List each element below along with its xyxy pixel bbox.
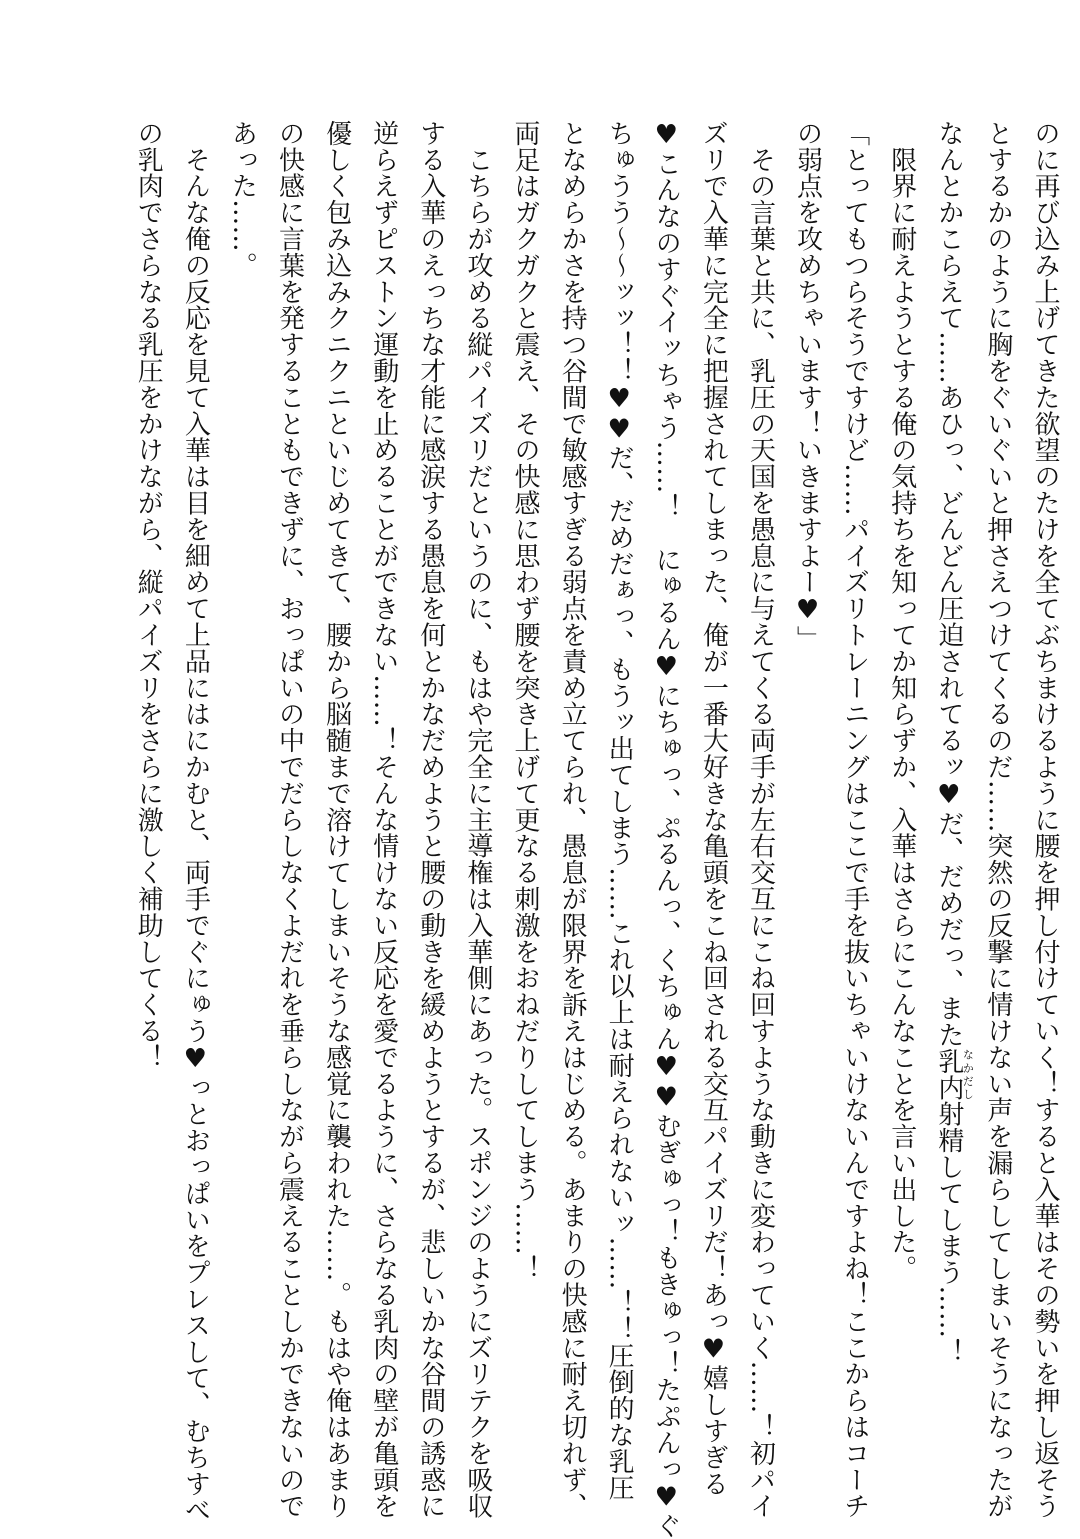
- text-line-14: する入華のえっちな才能に感涙する愚息を何とかなだめようと腰の動きを緩めようとするが、悲しいかな谷間の誘惑に: [415, 120, 446, 1520]
- text-line-4: 限界に耐えようとする俺の気持ちを知ってか知らずか、入華はさらにこんなことを言い出した。: [886, 120, 917, 1282]
- text-line-3-after: 射精してしまう……！: [933, 1100, 964, 1365]
- ruby-text: なかだし: [961, 1048, 975, 1101]
- text-line-17: の快感に言葉を発することもできずに、おっぱいの中でだらしなくよだれを垂らしながら震えることしかできないので: [274, 120, 305, 1520]
- text-line-8: ズリで入華に完全に把握されてしまった、俺が一番大好きな亀頭をこね回される交互パイズリだ！あっ♥嬉しすぎる: [698, 120, 729, 1497]
- text-line-15: 逆らえずピストン運動を止めることができない……！そんな情けない反応を愛でるように、さらなる乳肉の壁が亀頭を: [368, 120, 399, 1520]
- text-line-13: こちらが攻める縦パイズリだというのに、もはや完全に主導権は入華側にあった。スポンジのようにズリテクを吸収: [462, 120, 493, 1520]
- text-line-6: の弱点を攻めちゃいます！いきますよー♥」: [792, 120, 823, 652]
- text-line-7: その言葉と共に、乳圧の天国を愚息に与えてくる両手が左右交互にこね回すような動きに変わっていく……！初パイ: [745, 120, 776, 1520]
- text-line-16: 優しく包み込みクニクニといじめてきて、腰から脳髄まで溶けてしまいそうな感覚に襲われた……。もはや俺はあまり: [321, 120, 352, 1520]
- text-line-5: 「とってもつらそうですけど……パイズリトレーニングはここで手を抜いちゃいけないんですよね！ここからはコーチ: [839, 120, 870, 1520]
- text-line-20: の乳肉でさらなる乳圧をかけながら、縦パイズリをさらに激しく補助してくる！: [133, 120, 164, 1071]
- ruby-nakadashi: [933, 1048, 975, 1101]
- vertical-text-body: [124, 120, 1068, 1539]
- text-line-18: あった……。: [227, 120, 258, 279]
- text-line-1: のに再び込み上げてきた欲望のたけを全てぶちまけるように腰を押し付けていく！すると入華はその勢いを押し返そう: [1030, 120, 1060, 1520]
- text-line-19: そんな俺の反応を見て入華は目を細めて上品にはにかむと、両手でぐにゅう♥っとおっぱいをプレスして、むちすべ: [180, 120, 211, 1524]
- text-line-3: [925, 120, 974, 1370]
- text-line-12: 両足はガクガクと震え、その快感に思わず腰を突き上げて更なる刺激をおねだりしてしまう……！: [509, 120, 540, 1282]
- text-line-3-before: なんとかこらえて……あひっ、どんどん圧迫されてるッ♥だ、だめだっ、また: [933, 120, 964, 1048]
- text-line-11: となめらかさを持つ谷間で敏感すぎる弱点を責め立てられ、愚息が限界を訴えはじめる。あまりの快感に耐え切れず、: [557, 120, 588, 1520]
- ruby-base: 乳内: [933, 1048, 964, 1101]
- text-line-9: ♥こんなのすぐイッちゃう……！ にゅるん♥にちゅっ、ぷるんっ、くちゅん♥♥むぎゅっ！もきゅっ！たぷんっ♥ぐ: [651, 120, 682, 1539]
- text-line-10: ちゅうう〜〜ッッ！！♥♥だ、だめだぁっ、もうッ出てしまう……これ以上は耐えられないッ……！！圧倒的な乳圧: [604, 120, 635, 1501]
- text-line-2: とするかのように胸をぐいぐいと押さえつけてくるのだ……突然の反撃に情けない声を漏らしてしまいそうになったが: [982, 120, 1013, 1520]
